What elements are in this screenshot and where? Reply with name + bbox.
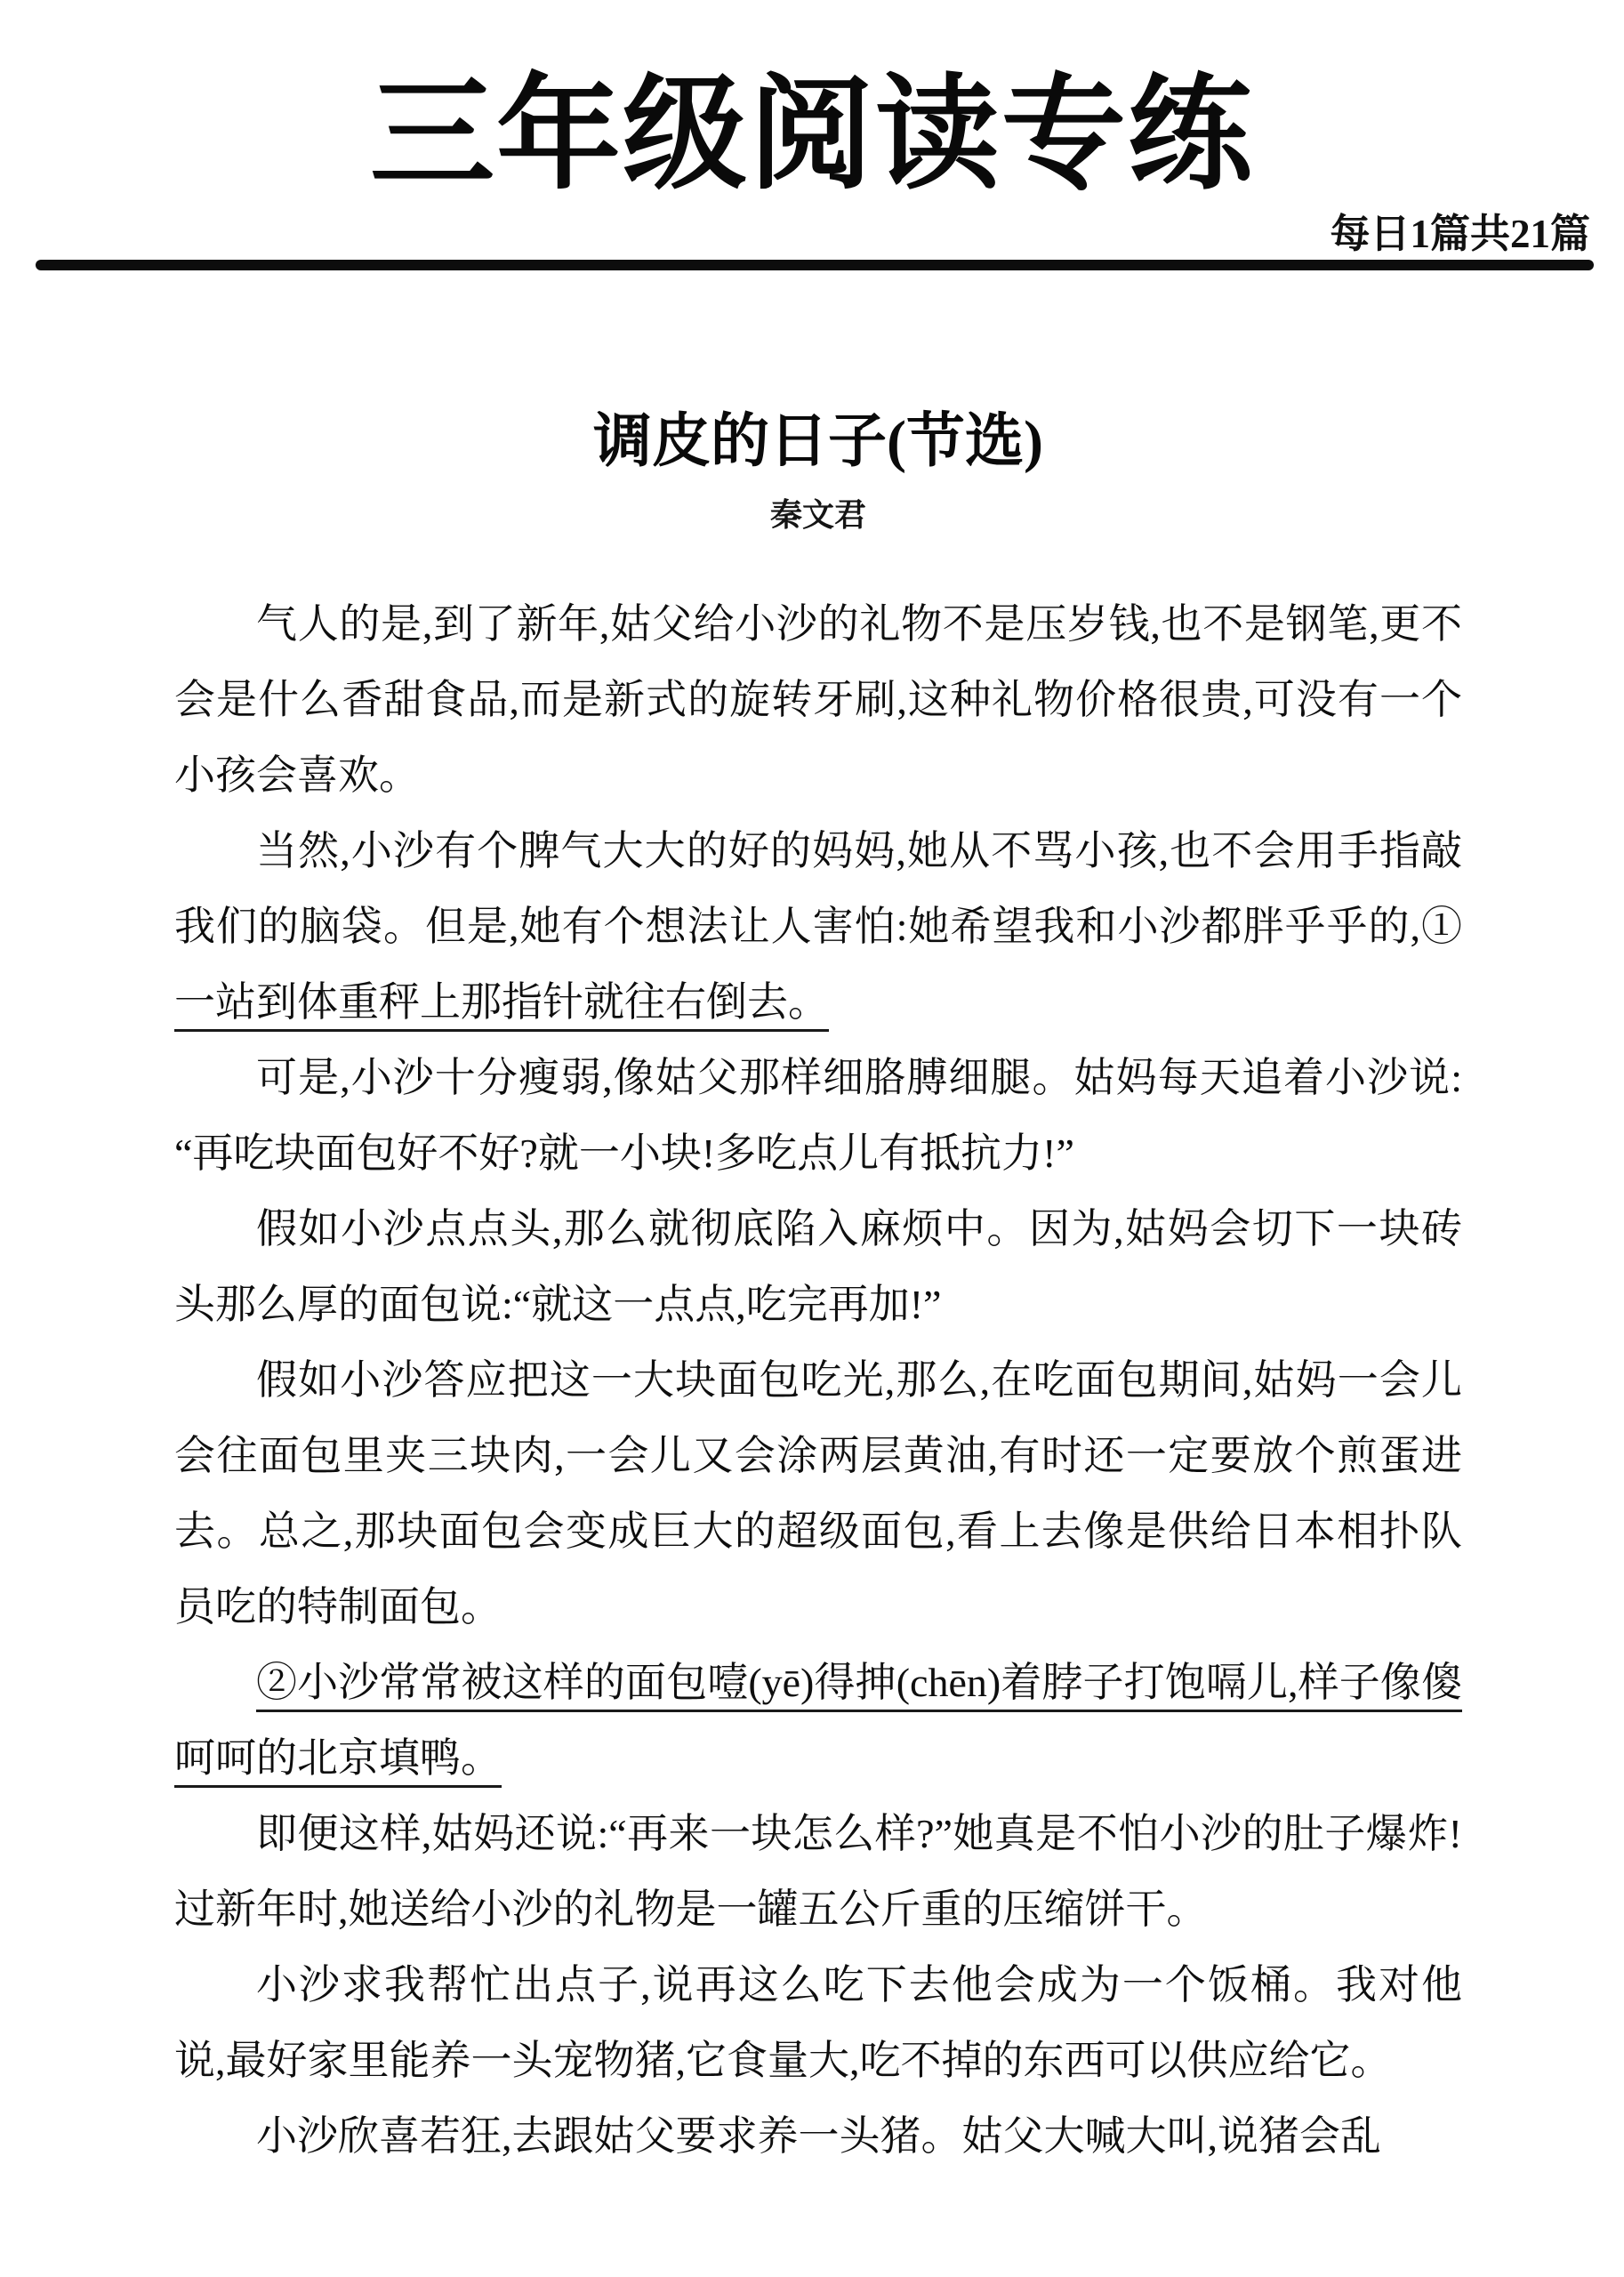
text-segment: 假如小沙答应把这一大块面包吃光,那么,在吃面包期间,姑妈一会儿会往面包里夹三块肉,一会儿又会涂两层黄油,有时还一定要放个煎蛋进去。总之,那块面包会变成巨大的超级面包,看上去像是供给日本相扑队员吃的特制面包。: [174, 1357, 1462, 1629]
paragraph: [174, 1796, 1462, 1947]
article: [174, 405, 1462, 2174]
text-segment: 可是,小沙十分瘦弱,像姑父那样细胳膊细腿。姑妈每天追着小沙说:“再吃块面包好不好?就一小块!多吃点儿有抵抗力!”: [174, 1055, 1462, 1176]
article-author: 秦文君: [769, 497, 866, 533]
underlined-passage: 一站到体重秤上那指针就往右倒去。: [174, 979, 829, 1025]
masthead: [0, 0, 1624, 256]
paragraph: [174, 1342, 1462, 1645]
article-body: [174, 586, 1462, 2174]
text-segment: 假如小沙点点头,那么就彻底陷入麻烦中。因为,姑妈会切下一块砖头那么厚的面包说:“就这一点点,吃完再加!”: [174, 1206, 1462, 1327]
text-segment: 气人的是,到了新年,姑父给小沙的礼物不是压岁钱,也不是钢笔,更不会是什么香甜食品,而是新式的旋转牙刷,这种礼物价格很贵,可没有一个小孩会喜欢。: [174, 601, 1462, 798]
text-segment: 即便这样,姑妈还说:“再来一块怎么样?”她真是不怕小沙的肚子爆炸!过新年时,她送给小沙的礼物是一罐五公斤重的压缩饼干。: [174, 1811, 1462, 1932]
text-segment: 当然,小沙有个脾气大大的好的妈妈,她从不骂小孩,也不会用手指敲我们的脑袋。但是,她有个想法让人害怕:她希望我和小沙都胖乎乎的,①: [174, 828, 1462, 949]
paragraph: [174, 813, 1462, 1040]
paragraph: [174, 1191, 1462, 1342]
header-divider-rule: [36, 260, 1594, 270]
article-title: 调皮的日子(节选): [593, 409, 1043, 474]
text-segment: 小沙欣喜若狂,去跟姑父要求养一头猪。姑父大喊大叫,说猪会乱: [256, 2113, 1381, 2159]
paragraph: [174, 2098, 1462, 2174]
underlined-passage: ②小沙常常被这样的面包噎(yē)得抻(chēn)着脖子打饱嗝儿,样子像傻呵呵的北京填鸭。: [174, 1660, 1462, 1781]
text-segment: 小沙求我帮忙出点子,说再这么吃下去他会成为一个饭桶。我对他说,最好家里能养一头宠物猪,它食量大,吃不掉的东西可以供应给它。: [174, 1962, 1462, 2083]
paragraph: [174, 1947, 1462, 2098]
paragraph: [174, 1645, 1462, 1796]
paragraph: [174, 586, 1462, 813]
paragraph: [174, 1040, 1462, 1191]
masthead-title: 三年级阅读专练: [369, 67, 1254, 205]
daily-count-badge: 每日1篇共21篇: [1330, 212, 1590, 256]
